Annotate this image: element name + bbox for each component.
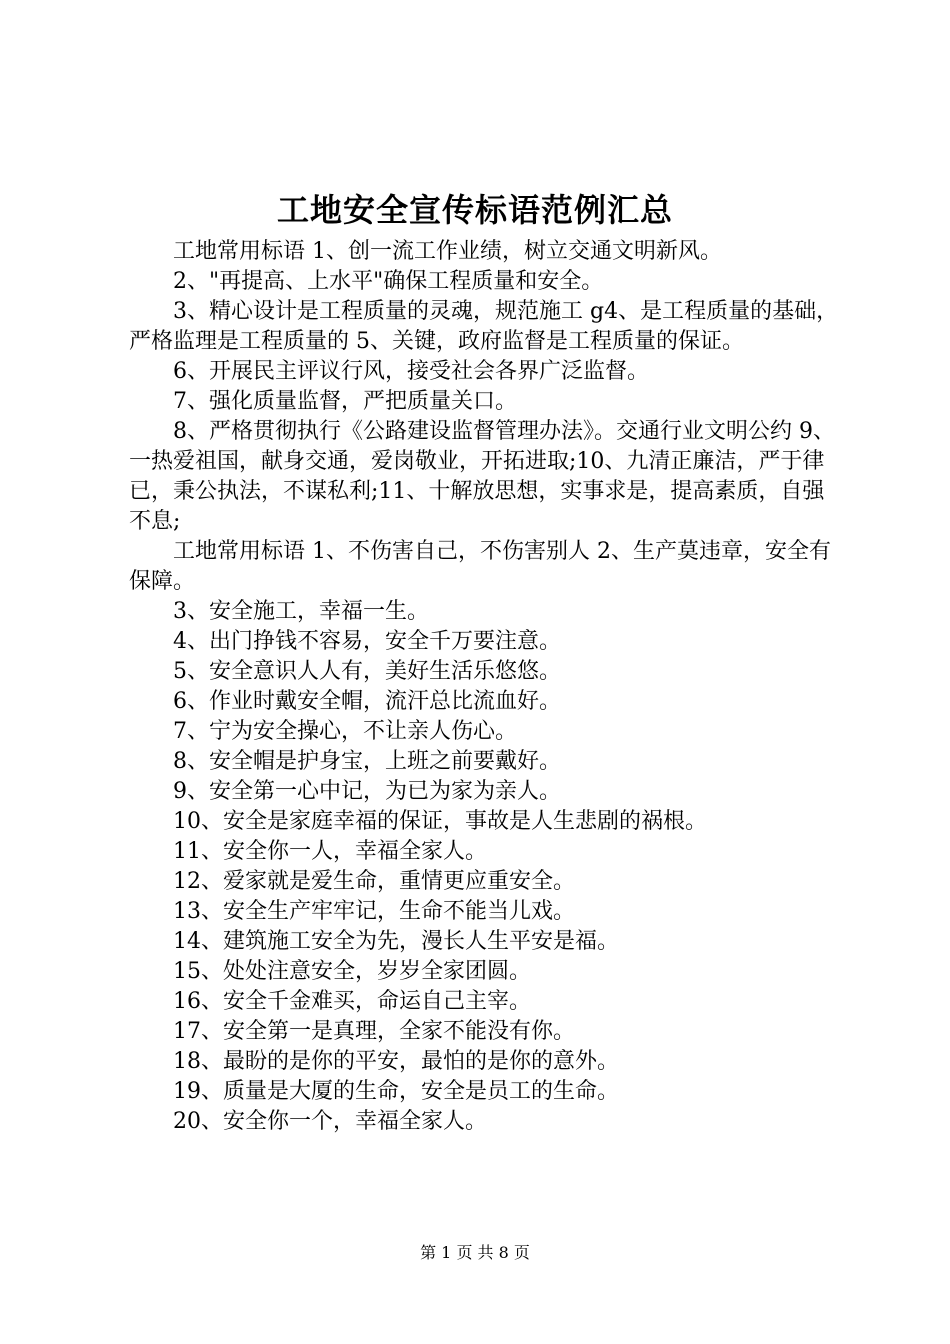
paragraph: 6、作业时戴安全帽，流汗总比流血好。: [173, 689, 561, 714]
paragraph: 工地常用标语 1、不伤害自己，不伤害别人 2、生产莫违章，安全有保障。: [129, 539, 831, 594]
paragraph: 2、"再提高、上水平"确保工程质量和安全。: [173, 269, 604, 294]
paragraph: 6、开展民主评议行风，接受社会各界广泛监督。: [173, 359, 649, 384]
paragraph: 7、宁为安全操心，不让亲人伤心。: [173, 719, 517, 744]
paragraph: 19、质量是大厦的生命，安全是员工的生命。: [173, 1079, 619, 1104]
paragraph: 14、建筑施工安全为先，漫长人生平安是福。: [173, 929, 619, 954]
paragraph: 20、安全你一个，幸福全家人。: [173, 1109, 487, 1134]
paragraph: 17、安全第一是真理，全家不能没有你。: [173, 1019, 575, 1044]
paragraph: 18、最盼的是你的平安，最怕的是你的意外。: [173, 1049, 619, 1074]
document-title: 工地安全宣传标语范例汇总: [276, 191, 673, 229]
paragraph: 4、出门挣钱不容易，安全千万要注意。: [173, 629, 561, 654]
page-footer: 第 1 页 共 8 页: [420, 1243, 530, 1262]
paragraph: 3、安全施工，幸福一生。: [173, 599, 429, 624]
paragraph: 8、安全帽是护身宝，上班之前要戴好。: [173, 749, 561, 774]
paragraph: 10、安全是家庭幸福的保证，事故是人生悲剧的祸根。: [173, 809, 707, 834]
paragraph: 15、处处注意安全，岁岁全家团圆。: [173, 959, 531, 984]
paragraph: 13、安全生产牢牢记，生命不能当儿戏。: [173, 899, 575, 924]
paragraph: 9、安全第一心中记，为已为家为亲人。: [173, 779, 561, 804]
paragraph: 工地常用标语 1、创一流工作业绩，树立交通文明新风。: [173, 239, 722, 264]
paragraph: 11、安全你一人，幸福全家人。: [173, 839, 487, 864]
paragraph: 5、安全意识人人有，美好生活乐悠悠。: [173, 659, 561, 684]
paragraph: 3、精心设计是工程质量的灵魂，规范施工 g4、是工程质量的基础，严格监理是工程质量的 5、关键，政府监督是工程质量的保证。: [129, 299, 839, 354]
document-body: [129, 237, 841, 1137]
paragraph: 8、严格贯彻执行《公路建设监督管理办法》。交通行业文明公约 9、一热爱祖国，献身交通，爱岗敬业，开拓进取;10、九清正廉洁，严于律已，秉公执法，不谋私利;11、十解放思想，实事求是，提高素质，自强不息;: [129, 419, 835, 534]
paragraph: 7、强化质量监督，严把质量关口。: [173, 389, 517, 414]
paragraph: 12、爱家就是爱生命，重情更应重安全。: [173, 869, 575, 894]
paragraph: 16、安全千金难买，命运自己主宰。: [173, 989, 531, 1014]
